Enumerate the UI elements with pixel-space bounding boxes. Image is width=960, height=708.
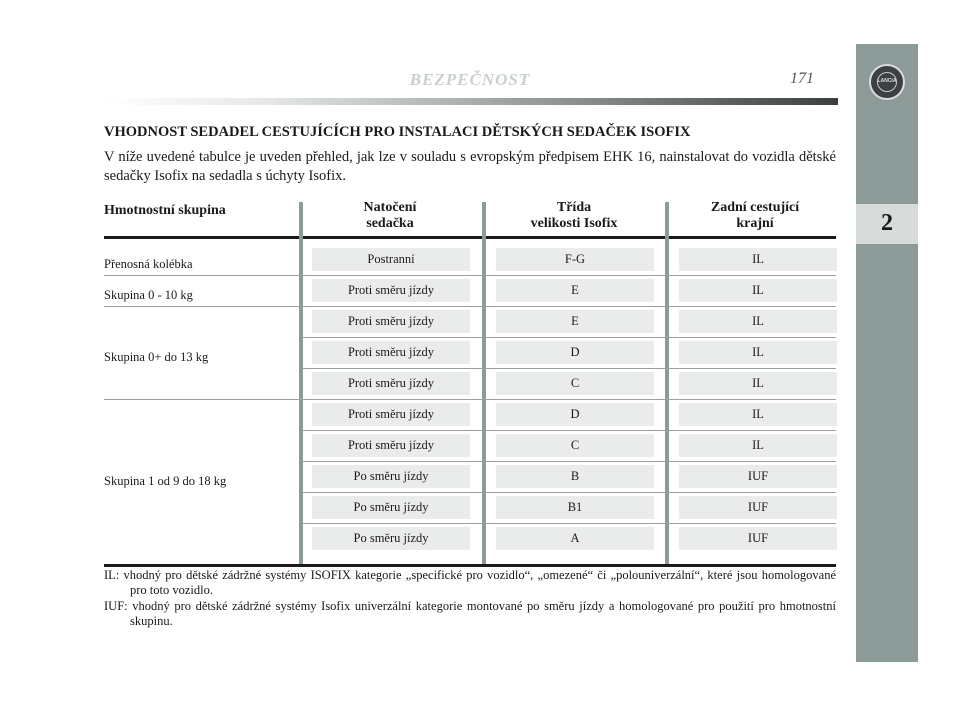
weight-group-label: Skupina 1 od 9 do 18 kg <box>104 473 227 488</box>
cell-size-class: C <box>496 434 654 457</box>
chapter-side-tab <box>856 44 918 662</box>
cell-rear-suitability: IL <box>679 403 837 426</box>
header-rear-line1: Zadní cestující <box>710 200 800 215</box>
row-separator <box>303 523 836 524</box>
weight-group-label: Skupina 0 - 10 kg <box>104 287 193 302</box>
header-orientation-line1: Natočení <box>363 200 417 215</box>
cell-orientation: Proti směru jízdy <box>312 279 470 302</box>
column-divider <box>299 202 303 564</box>
header-size-class-line2: velikosti Isofix <box>530 216 618 231</box>
row-separator <box>303 368 836 369</box>
document-intro: V níže uvedené tabulce je uveden přehled, jak lze v souladu s evropským předpisem EHK 16, nainstalovat do vozidla dětské sedačky Isofix na sedadla s úchyty Isofix. <box>104 149 836 184</box>
cell-rear-suitability: IL <box>679 341 837 364</box>
header-orientation <box>310 200 470 232</box>
header-rear-line2: krajní <box>736 216 774 231</box>
weight-group-label: Přenosná kolébka <box>104 256 193 271</box>
cell-rear-suitability: IUF <box>679 527 837 550</box>
note-il: IL: vhodný pro dětské zádržné systémy ISOFIX kategorie „specifické pro vozidlo“, „omezené“ či „polouniverzální“, které jsou homologované pro toto vozidlo. <box>104 568 836 597</box>
column-divider <box>482 202 486 564</box>
cell-size-class: A <box>496 527 654 550</box>
cell-orientation: Proti směru jízdy <box>312 372 470 395</box>
page-number: 171 <box>790 70 814 87</box>
cell-rear-suitability: IL <box>679 279 837 302</box>
lancia-logo-icon <box>869 64 905 100</box>
cell-orientation: Po směru jízdy <box>312 527 470 550</box>
row-separator <box>104 275 836 276</box>
row-separator <box>104 399 836 400</box>
column-divider <box>665 202 669 564</box>
cell-orientation: Proti směru jízdy <box>312 403 470 426</box>
cell-rear-suitability: IUF <box>679 465 837 488</box>
weight-group-label: Skupina 0+ do 13 kg <box>104 349 209 364</box>
row-separator <box>104 306 836 307</box>
row-separator <box>303 430 836 431</box>
header-bottom-rule <box>104 236 836 239</box>
cell-orientation: Postranní <box>312 248 470 271</box>
logo-text: LANCIA <box>877 78 897 84</box>
header-rule <box>104 98 838 105</box>
cell-rear-suitability: IL <box>679 248 837 271</box>
cell-size-class: C <box>496 372 654 395</box>
cell-size-class: E <box>496 279 654 302</box>
cell-orientation: Po směru jízdy <box>312 465 470 488</box>
row-separator <box>303 492 836 493</box>
cell-size-class: B1 <box>496 496 654 519</box>
cell-rear-suitability: IL <box>679 310 837 333</box>
header-size-class-line1: Třída <box>556 200 592 215</box>
cell-rear-suitability: IL <box>679 434 837 457</box>
cell-orientation: Proti směru jízdy <box>312 310 470 333</box>
footnotes <box>104 568 836 630</box>
chapter-number: 2 <box>881 210 893 236</box>
cell-size-class: F-G <box>496 248 654 271</box>
note-iuf: IUF: vhodný pro dětské zádržné systémy Isofix univerzální kategorie montované po směru jízdy a homologované pro použití pro hmotnostní skupinu. <box>104 599 836 628</box>
chapter-marker[interactable] <box>856 204 918 244</box>
cell-size-class: B <box>496 465 654 488</box>
section-title: BEZPEČNOST <box>409 70 531 89</box>
cell-size-class: D <box>496 341 654 364</box>
table-bottom-rule <box>104 564 836 567</box>
cell-rear-suitability: IL <box>679 372 837 395</box>
cell-orientation: Proti směru jízdy <box>312 341 470 364</box>
cell-orientation: Po směru jízdy <box>312 496 470 519</box>
header-weight-group: Hmotnostní skupina <box>104 203 226 218</box>
row-separator <box>303 337 836 338</box>
cell-orientation: Proti směru jízdy <box>312 434 470 457</box>
header-size-class <box>484 200 664 232</box>
header-orientation-line2: sedačka <box>366 216 414 231</box>
cell-rear-suitability: IUF <box>679 496 837 519</box>
header-rear-passenger <box>672 200 838 232</box>
cell-size-class: E <box>496 310 654 333</box>
document-title: VHODNOST SEDADEL CESTUJÍCÍCH PRO INSTALACI DĚTSKÝCH SEDAČEK ISOFIX <box>104 124 691 140</box>
cell-size-class: D <box>496 403 654 426</box>
row-separator <box>303 461 836 462</box>
